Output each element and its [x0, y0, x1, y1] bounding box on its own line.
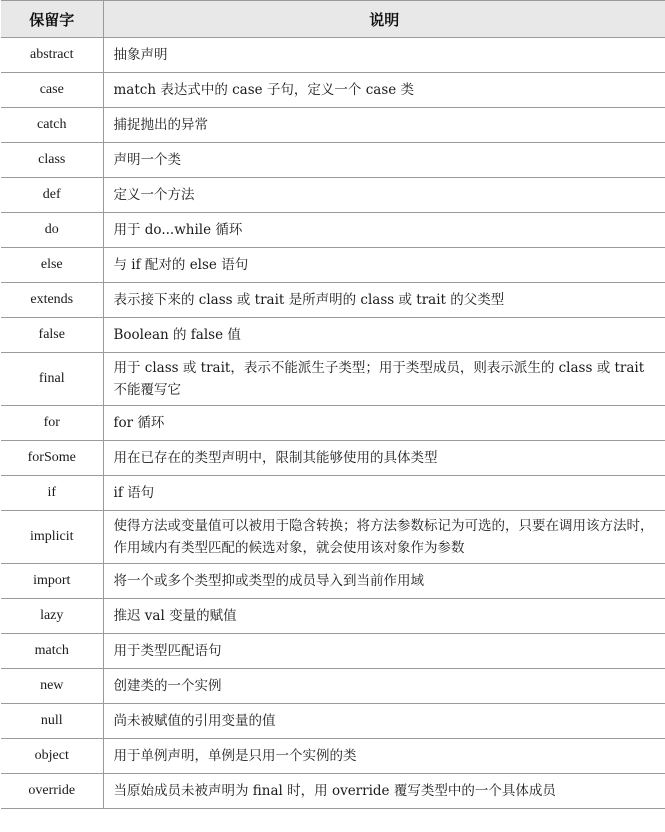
description-cell: 捕捉抛出的异常: [103, 108, 665, 143]
keyword-cell: new: [1, 669, 103, 704]
keyword-cell: null: [1, 704, 103, 739]
keyword-cell: match: [1, 634, 103, 669]
keyword-cell: extends: [1, 283, 103, 318]
table-row: [1, 634, 665, 669]
description-cell: 定义一个方法: [103, 178, 665, 213]
keyword-cell: if: [1, 476, 103, 511]
description-cell: 抽象声明: [103, 38, 665, 73]
keyword-cell: abstract: [1, 38, 103, 73]
description-cell: 与 if 配对的 else 语句: [103, 248, 665, 283]
keyword-cell: class: [1, 143, 103, 178]
keyword-cell: object: [1, 739, 103, 774]
table-row: [1, 669, 665, 704]
table-row: [1, 213, 665, 248]
keyword-cell: lazy: [1, 599, 103, 634]
keyword-cell: import: [1, 564, 103, 599]
description-cell: 表示接下来的 class 或 trait 是所声明的 class 或 trait 的父类型: [103, 283, 665, 318]
header-description: 说明: [103, 1, 665, 38]
table-row: [1, 143, 665, 178]
table-row: [1, 178, 665, 213]
description-cell: 用于 do...while 循环: [103, 213, 665, 248]
keyword-cell: override: [1, 774, 103, 809]
description-cell: 将一个或多个类型抑或类型的成员导入到当前作用域: [103, 564, 665, 599]
description-cell: for 循环: [103, 406, 665, 441]
table-row: [1, 476, 665, 511]
keyword-cell: catch: [1, 108, 103, 143]
description-cell: Boolean 的 false 值: [103, 318, 665, 353]
keyword-cell: def: [1, 178, 103, 213]
table-row: [1, 406, 665, 441]
table-row: [1, 564, 665, 599]
table-row: [1, 441, 665, 476]
table-row: [1, 73, 665, 108]
table-row: [1, 38, 665, 73]
table-row: [1, 511, 665, 564]
description-cell: 用于单例声明，单例是只用一个实例的类: [103, 739, 665, 774]
description-cell: match 表达式中的 case 子句，定义一个 case 类: [103, 73, 665, 108]
table-body: [1, 38, 665, 809]
table-row: [1, 283, 665, 318]
table-header: [1, 1, 665, 38]
description-cell: 创建类的一个实例: [103, 669, 665, 704]
keyword-cell: implicit: [1, 511, 103, 564]
table-row: [1, 248, 665, 283]
keyword-cell: else: [1, 248, 103, 283]
keyword-cell: do: [1, 213, 103, 248]
header-keyword: 保留字: [1, 1, 103, 38]
header-row: [1, 1, 665, 38]
table-row: [1, 599, 665, 634]
keyword-cell: case: [1, 73, 103, 108]
keyword-cell: for: [1, 406, 103, 441]
keyword-cell: forSome: [1, 441, 103, 476]
table-row: [1, 108, 665, 143]
table-row: [1, 318, 665, 353]
reserved-words-table: [1, 0, 665, 809]
description-cell: 用在已存在的类型声明中，限制其能够使用的具体类型: [103, 441, 665, 476]
description-cell: 用于类型匹配语句: [103, 634, 665, 669]
description-cell: 用于 class 或 trait，表示不能派生子类型；用于类型成员，则表示派生的 class 或 trait 不能覆写它: [103, 353, 665, 406]
table-row: [1, 739, 665, 774]
description-cell: 当原始成员未被声明为 final 时，用 override 覆写类型中的一个具体成员: [103, 774, 665, 809]
keyword-cell: final: [1, 353, 103, 406]
table-row: [1, 704, 665, 739]
description-cell: 推迟 val 变量的赋值: [103, 599, 665, 634]
description-cell: 尚未被赋值的引用变量的值: [103, 704, 665, 739]
description-cell: if 语句: [103, 476, 665, 511]
keyword-cell: false: [1, 318, 103, 353]
table-row: [1, 353, 665, 406]
table-row: [1, 774, 665, 809]
description-cell: 声明一个类: [103, 143, 665, 178]
description-cell: 使得方法或变量值可以被用于隐含转换；将方法参数标记为可选的，只要在调用该方法时，作用域内有类型匹配的候选对象，就会使用该对象作为参数: [103, 511, 665, 564]
